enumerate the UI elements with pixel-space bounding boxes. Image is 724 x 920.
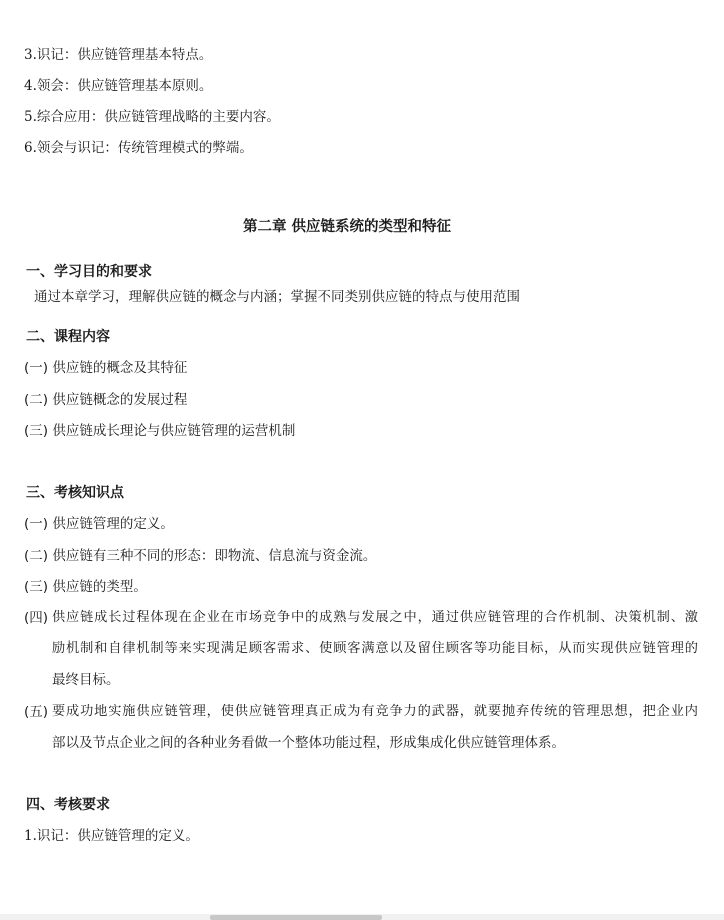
- knowledge-item-5-line-1: 要成功地实施供应链管理，使供应链管理真正成为有竞争力的武器，就要抛弃传统的管理思想，把企业内: [52, 704, 698, 719]
- item-tag: 识记：: [36, 828, 78, 844]
- chapter-title: 第二章 供应链系统的类型和特征: [242, 219, 452, 235]
- knowledge-item-2: (二) 供应链有三种不同的形态：即物流、信息流与资金流。: [24, 548, 377, 564]
- knowledge-item-4-line-3: 最终目标。: [52, 672, 120, 688]
- top-list-item-4: [24, 76, 212, 96]
- knowledge-item-4-line-2: 励机制和自律机制等来实现满足顾客需求、使顾客满意以及留住顾客等功能目标，从而实现供应链管理的: [52, 641, 698, 656]
- item-tag: 领会：: [36, 78, 78, 94]
- content-item-1: (一) 供应链的概念及其特征: [24, 360, 188, 376]
- item-text: 传统管理模式的弊端。: [117, 140, 253, 156]
- content-item-3: (三) 供应链成长理论与供应链管理的运营机制: [24, 423, 296, 439]
- content-item-2: (二) 供应链概念的发展过程: [24, 392, 188, 408]
- knowledge-item-5-line-2: 部以及节点企业之间的各种业务看做一个整体功能过程，形成集成化供应链管理体系。: [52, 735, 565, 751]
- knowledge-item-1: (一) 供应链管理的定义。: [24, 516, 174, 532]
- item-text: 供应链管理基本原则。: [77, 78, 213, 94]
- section-heading-knowledge-points: 三、考核知识点: [26, 485, 124, 501]
- section-heading-objectives: 一、学习目的和要求: [26, 264, 152, 280]
- item-number: 3.: [24, 47, 37, 63]
- item-text: 供应链管理的定义。: [77, 828, 199, 844]
- top-list-item-5: [24, 107, 280, 127]
- item-text: 供应链管理战略的主要内容。: [104, 109, 280, 125]
- item-number: 6.: [24, 140, 37, 156]
- item-tag: 领会与识记：: [36, 140, 118, 156]
- item-number: 4.: [24, 78, 37, 94]
- item-number: 5.: [24, 109, 37, 125]
- knowledge-item-4-line-1: 供应链成长过程体现在企业在市场竞争中的成熟与发展之中，通过供应链管理的合作机制、决策机制、激: [52, 610, 698, 625]
- objectives-body: 通过本章学习，理解供应链的概念与内涵；掌握不同类别供应链的特点与使用范围: [34, 289, 520, 305]
- knowledge-item-3: (三) 供应链的类型。: [24, 579, 147, 595]
- item-tag: 识记：: [36, 47, 78, 63]
- section-heading-requirements: 四、考核要求: [26, 797, 110, 813]
- requirements-item-1: [24, 826, 199, 846]
- horizontal-scrollbar-thumb[interactable]: [210, 915, 382, 920]
- top-list-item-6: [24, 138, 253, 158]
- item-tag: 综合应用：: [36, 109, 105, 125]
- item-number: 1.: [24, 828, 37, 844]
- knowledge-item-5-marker: (五): [24, 704, 49, 720]
- knowledge-item-4-marker: (四): [24, 610, 49, 626]
- item-text: 供应链管理基本特点。: [77, 47, 213, 63]
- section-heading-content: 二、课程内容: [26, 329, 110, 345]
- top-list-item-3: [24, 45, 212, 65]
